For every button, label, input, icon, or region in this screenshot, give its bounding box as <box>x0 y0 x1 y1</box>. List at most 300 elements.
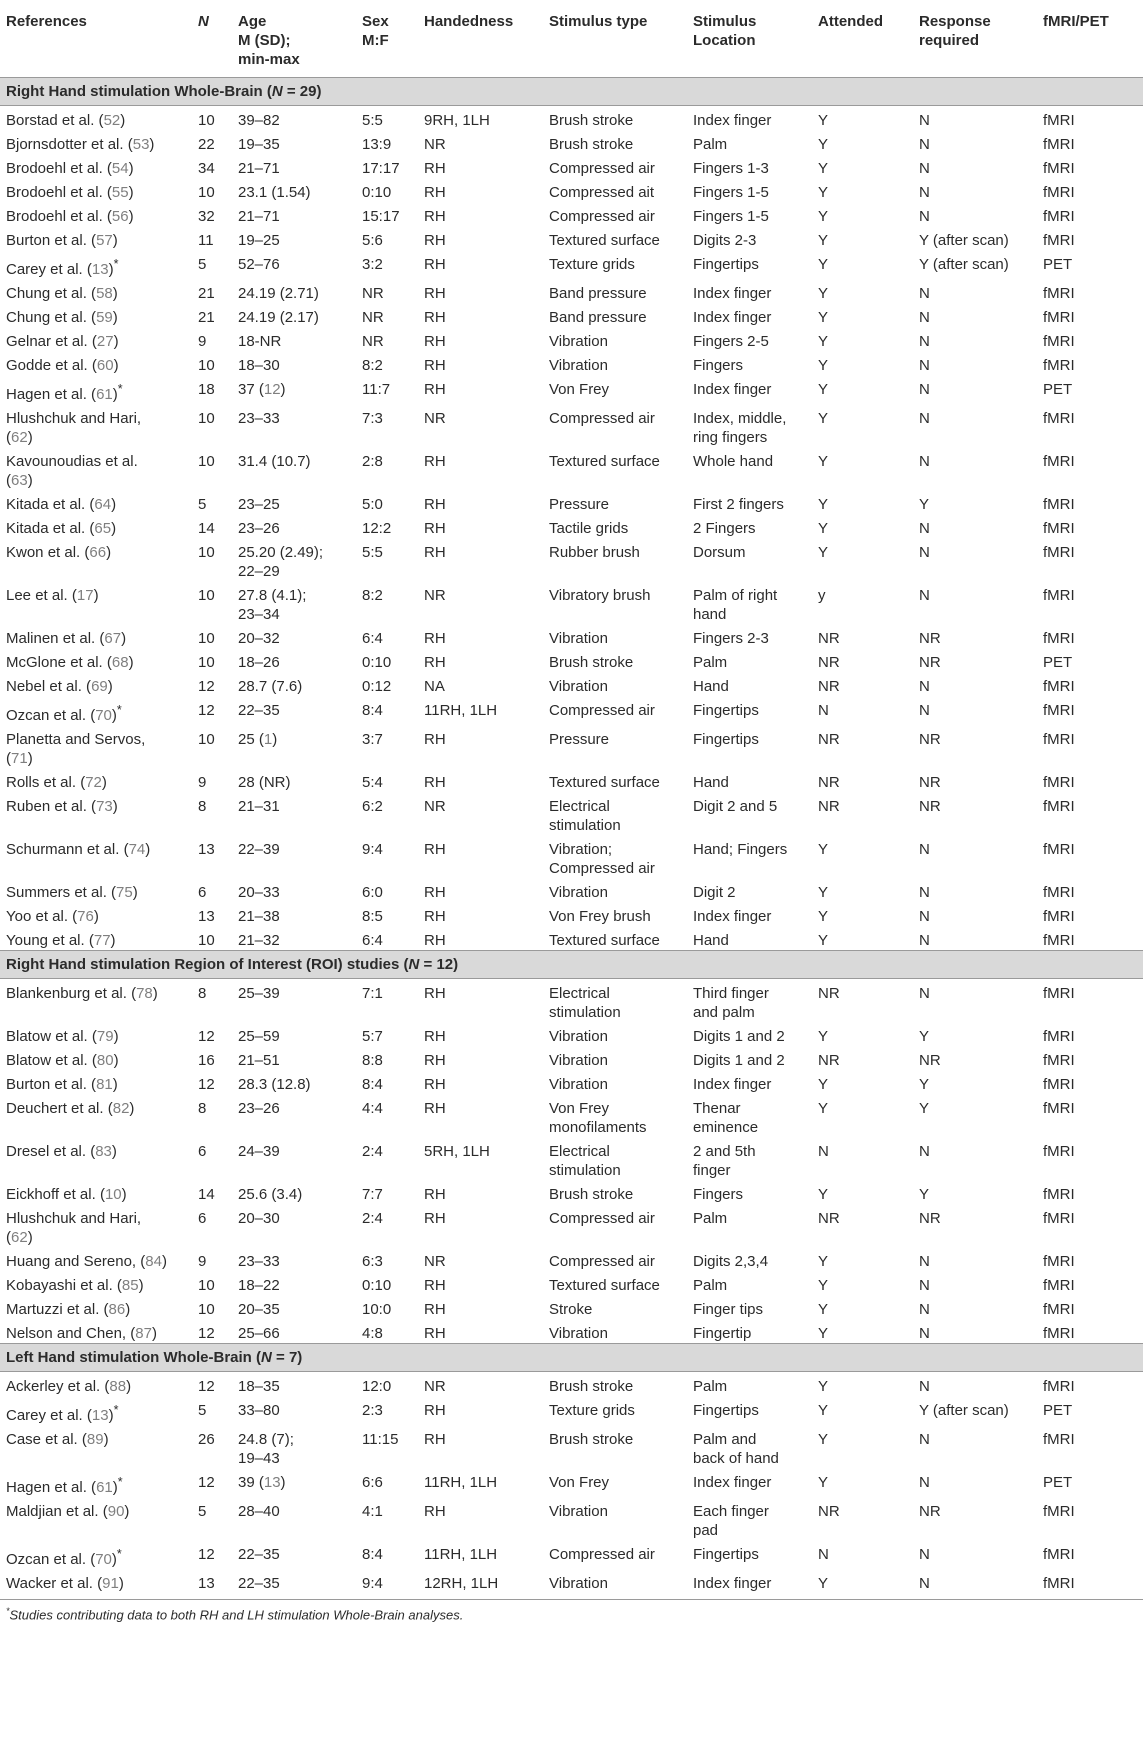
response-required-cell: N <box>919 410 930 427</box>
response-required-cell: N <box>919 985 930 1002</box>
age-value: 21–31 <box>238 798 280 815</box>
section-n-label: N <box>408 956 420 973</box>
section-n-value: = 12) <box>419 956 459 973</box>
citation-close: ) <box>126 1378 132 1395</box>
stimulus-type-cell <box>549 792 693 835</box>
modality-cell: fMRI <box>1043 544 1075 561</box>
reference-cell <box>0 1319 198 1344</box>
stimulus-location: Index finger <box>693 381 772 398</box>
table-row <box>0 792 1143 835</box>
stimulus-type: Electrical <box>549 985 610 1002</box>
modality-cell: fMRI <box>1043 453 1075 470</box>
sex-cell: 7:3 <box>362 410 383 427</box>
citation-close: ) <box>27 1229 33 1246</box>
age-cell <box>238 902 362 926</box>
attended-cell: Y <box>818 1028 829 1045</box>
reference-name: Malinen et al. <box>6 630 96 647</box>
citation-close: ) <box>108 261 114 278</box>
stimulus-type-cell <box>549 648 693 672</box>
handedness-cell: RH <box>424 381 446 398</box>
reference-name: Hagen et al. <box>6 386 87 403</box>
stimulus-type: Brush stroke <box>549 136 634 153</box>
age-cell <box>238 327 362 351</box>
citation-close: ) <box>125 1301 131 1318</box>
age-cell <box>238 1540 362 1569</box>
age-cell <box>238 279 362 303</box>
modality-cell: fMRI <box>1043 1028 1075 1045</box>
reference-cell <box>0 1046 198 1070</box>
citation-close: ) <box>112 232 118 249</box>
modality-cell: fMRI <box>1043 1253 1075 1270</box>
reference-cell <box>0 327 198 351</box>
reference-cell <box>0 447 198 490</box>
stimulus-location-cell <box>693 1319 818 1344</box>
age-value: 18–35 <box>238 1378 280 1395</box>
modality-cell: fMRI <box>1043 1378 1075 1395</box>
table-row <box>0 979 1143 1023</box>
attended-cell: Y <box>818 496 829 513</box>
reference-cell <box>0 1425 198 1468</box>
attended-cell: NR <box>818 630 840 647</box>
citation-number: 73 <box>96 798 113 815</box>
reference-name: Nelson and Chen, <box>6 1325 127 1342</box>
citation-number: 57 <box>96 232 113 249</box>
age-value: 20–32 <box>238 630 280 647</box>
n-cell: 6 <box>198 884 207 901</box>
response-required-cell: N <box>919 160 930 177</box>
asterisk-mark: * <box>117 1475 123 1489</box>
reference-name: Brodoehl et al. <box>6 208 103 225</box>
citation-number: 87 <box>135 1325 152 1342</box>
reference-cell <box>0 1022 198 1046</box>
response-required-cell: NR <box>919 798 941 815</box>
citation-open: ( <box>86 707 96 724</box>
reference-cell <box>0 696 198 725</box>
attended-cell: Y <box>818 184 829 201</box>
age-value: 23–26 <box>238 520 280 537</box>
attended-cell: Y <box>818 232 829 249</box>
citation-open: ( <box>86 1076 97 1093</box>
stimulus-type: Textured surface <box>549 1277 660 1294</box>
table-row <box>0 696 1143 725</box>
citation-number: 72 <box>85 774 102 791</box>
reference-name: Wacker et al. <box>6 1575 93 1592</box>
age-value: 28.7 (7.6) <box>238 678 303 695</box>
modality-cell: PET <box>1043 654 1073 671</box>
reference-cell <box>0 303 198 327</box>
n-cell: 12 <box>198 1325 215 1342</box>
reference-cell <box>0 1271 198 1295</box>
stimulus-type-cell <box>549 926 693 951</box>
table-row <box>0 1540 1143 1569</box>
sex-cell: 5:6 <box>362 232 383 249</box>
stimulus-location: Digits 2-3 <box>693 232 757 249</box>
citation-open: ( <box>123 136 133 153</box>
handedness-cell: RH <box>424 1076 446 1093</box>
handedness-cell: RH <box>424 908 446 925</box>
stimulus-type: Compressed air <box>549 410 655 427</box>
age-value: 25.20 (2.49); <box>238 544 324 561</box>
stimulus-location-line2: finger <box>693 1162 731 1179</box>
citation-number: 82 <box>112 1100 130 1117</box>
citation-close: ) <box>128 654 134 671</box>
citation-open: ( <box>81 678 92 695</box>
age-cell <box>238 696 362 725</box>
stimulus-location: Dorsum <box>693 544 746 561</box>
citation-close: ) <box>113 333 119 350</box>
stimulus-type-cell <box>549 1372 693 1397</box>
reference-cell <box>0 878 198 902</box>
reference-name: Schurmann et al. <box>6 841 120 858</box>
sex-cell: 12:2 <box>362 520 392 537</box>
section-header-row <box>0 1344 1143 1372</box>
column-header-line: References <box>6 13 87 30</box>
stimulus-type-cell <box>549 490 693 514</box>
response-required-cell: N <box>919 587 930 604</box>
citation-open: ( <box>94 112 104 129</box>
reference-cell <box>0 979 198 1023</box>
citation-number: 75 <box>116 884 133 901</box>
citation-close: ) <box>112 285 118 302</box>
age-cell <box>238 835 362 878</box>
reference-name: Blatow et al. <box>6 1028 88 1045</box>
table-row <box>0 1319 1143 1344</box>
citation-number: 91 <box>102 1575 119 1592</box>
stimulus-location: Fingers <box>693 357 744 374</box>
stimulus-type-cell <box>549 768 693 792</box>
citation-number: 79 <box>96 1028 114 1045</box>
reference-cell <box>0 835 198 878</box>
n-cell: 34 <box>198 160 215 177</box>
citation-number: 80 <box>96 1052 114 1069</box>
sex-cell: NR <box>362 333 384 350</box>
stimulus-location-cell <box>693 979 818 1023</box>
stimulus-location: Fingertips <box>693 256 759 273</box>
modality-cell: fMRI <box>1043 1301 1075 1318</box>
handedness-cell: RH <box>424 654 446 671</box>
age-value: 20–35 <box>238 1301 280 1318</box>
column-header-line: Handedness <box>424 13 514 30</box>
sex-cell: 12:0 <box>362 1378 392 1395</box>
stimulus-type: Textured surface <box>549 232 660 249</box>
attended-cell: N <box>818 1546 829 1563</box>
modality-cell: fMRI <box>1043 520 1075 537</box>
column-header <box>549 8 693 78</box>
sex-cell: 5:0 <box>362 496 383 513</box>
response-required-cell: N <box>919 1378 930 1395</box>
citation-number: 10 <box>104 1186 122 1203</box>
age-value: 23.1 (1.54) <box>238 184 311 201</box>
age-cell <box>238 202 362 226</box>
section-n-value: = 29) <box>282 83 322 100</box>
sex-cell: 8:2 <box>362 587 383 604</box>
modality-cell: fMRI <box>1043 1325 1075 1342</box>
modality-cell: fMRI <box>1043 309 1075 326</box>
age-value: 33–80 <box>238 1402 280 1419</box>
handedness-cell: RH <box>424 285 446 302</box>
table-row <box>0 1372 1143 1397</box>
stimulus-location: Whole hand <box>693 453 774 470</box>
attended-cell: Y <box>818 309 829 326</box>
reference-name: Hlushchuk and Hari, <box>6 1210 142 1227</box>
modality-cell: fMRI <box>1043 630 1075 647</box>
table-row <box>0 1569 1143 1593</box>
stimulus-location-cell <box>693 1204 818 1247</box>
stimulus-location: Digit 2 and 5 <box>693 798 778 815</box>
citation-number: 69 <box>91 678 108 695</box>
section-n-label: N <box>271 83 283 100</box>
citation-close: ) <box>113 1028 119 1045</box>
n-cell: 10 <box>198 544 215 561</box>
stimulus-type-cell <box>549 1247 693 1271</box>
citation-number: 54 <box>111 160 129 177</box>
citation-close: ) <box>161 1253 167 1270</box>
stimulus-type-cell <box>549 1046 693 1070</box>
stimulus-type-cell <box>549 514 693 538</box>
age-value: 39 ( <box>238 1474 264 1491</box>
modality-cell: fMRI <box>1043 1210 1075 1227</box>
citation-open: ( <box>86 386 97 403</box>
modality-cell: fMRI <box>1043 985 1075 1002</box>
citation-open: ( <box>86 1479 97 1496</box>
column-header-line: fMRI/PET <box>1043 13 1109 30</box>
citation-open: ( <box>6 750 11 767</box>
sex-cell: 7:1 <box>362 985 383 1002</box>
reference-cell <box>0 1137 198 1180</box>
age-cell <box>238 1295 362 1319</box>
response-required-cell: N <box>919 884 930 901</box>
response-required-cell: N <box>919 678 930 695</box>
citation-close: ) <box>124 1503 130 1520</box>
reference-name: Brodoehl et al. <box>6 184 103 201</box>
age-cell <box>238 375 362 404</box>
age-value: 20–33 <box>238 884 280 901</box>
attended-cell: Y <box>818 932 829 949</box>
response-required-cell: N <box>919 1325 930 1342</box>
n-cell: 5 <box>198 256 207 273</box>
response-required-cell: N <box>919 285 930 302</box>
reference-cell <box>0 902 198 926</box>
table-row <box>0 490 1143 514</box>
stimulus-type-cell <box>549 279 693 303</box>
table-row <box>0 130 1143 154</box>
reference-name: Ruben et al. <box>6 798 87 815</box>
n-cell: 10 <box>198 112 215 129</box>
sex-cell: 3:2 <box>362 256 383 273</box>
citation-open: ( <box>82 1407 92 1424</box>
citation-close: ) <box>128 184 134 201</box>
citation-number: 62 <box>11 429 28 446</box>
stimulus-type-cell <box>549 1468 693 1497</box>
n-cell: 10 <box>198 731 215 748</box>
age-value: 28.3 (12.8) <box>238 1076 311 1093</box>
citation-open: ( <box>86 1143 96 1160</box>
sex-cell: 5:4 <box>362 774 383 791</box>
sex-cell: 5:7 <box>362 1028 383 1045</box>
age-cell <box>238 581 362 624</box>
n-cell: 10 <box>198 410 215 427</box>
citation-number: 27 <box>96 333 114 350</box>
reference-name: Eickhoff et al. <box>6 1186 96 1203</box>
stimulus-location-cell <box>693 375 818 404</box>
table-row <box>0 1204 1143 1247</box>
stimulus-location-cell <box>693 902 818 926</box>
stimulus-location-cell <box>693 648 818 672</box>
age-value: 18-NR <box>238 333 282 350</box>
stimulus-type-cell <box>549 581 693 624</box>
age-value: 52–76 <box>238 256 280 273</box>
citation-close: ) <box>120 112 126 129</box>
citation-open: ( <box>126 985 137 1002</box>
stimulus-location-cell <box>693 1070 818 1094</box>
citation-open: ( <box>82 261 92 278</box>
stimulus-location-cell <box>693 202 818 226</box>
citation-number: 64 <box>94 496 112 513</box>
stimulus-type: Brush stroke <box>549 1186 634 1203</box>
stimulus-location: Fingers 2-3 <box>693 630 769 647</box>
age-range: 23–34 <box>238 606 280 623</box>
citation-close: ) <box>121 630 127 647</box>
stimulus-type-cell <box>549 303 693 327</box>
n-cell: 14 <box>198 520 215 537</box>
stimulus-location-cell <box>693 490 818 514</box>
table-row <box>0 672 1143 696</box>
citation-open: ( <box>6 429 11 446</box>
reference-name: Kitada et al. <box>6 496 86 513</box>
stimulus-type: Vibration <box>549 1503 608 1520</box>
reference-cell <box>0 1569 198 1593</box>
reference-cell <box>0 1094 198 1137</box>
attended-cell: NR <box>818 678 840 695</box>
age-cell <box>238 1180 362 1204</box>
section-header-row <box>0 78 1143 106</box>
stimulus-location-cell <box>693 581 818 624</box>
n-cell: 32 <box>198 208 215 225</box>
modality-cell: fMRI <box>1043 232 1075 249</box>
table-row <box>0 154 1143 178</box>
reference-cell <box>0 792 198 835</box>
table-row <box>0 648 1143 672</box>
stimulus-type: Vibration <box>549 884 608 901</box>
column-header <box>362 8 424 78</box>
sex-cell: 2:4 <box>362 1143 383 1160</box>
stimulus-location: Fingertips <box>693 1546 759 1563</box>
stimulus-location-cell <box>693 835 818 878</box>
n-cell: 14 <box>198 1186 215 1203</box>
response-required-cell: N <box>919 1474 930 1491</box>
footnote-text: Studies contributing data to both RH and LH stimulation Whole-Brain analyses. <box>9 1607 464 1623</box>
citation-open: ( <box>87 357 97 374</box>
age-value: 31.4 (10.7) <box>238 453 311 470</box>
stimulus-location: Palm <box>693 1277 728 1294</box>
stimulus-type: Vibration <box>549 1052 608 1069</box>
attended-cell: Y <box>818 1431 829 1448</box>
n-cell: 10 <box>198 654 215 671</box>
stimulus-type: Vibration; <box>549 841 613 858</box>
attended-cell: Y <box>818 1325 829 1342</box>
stimulus-location: Fingertips <box>693 1402 759 1419</box>
age-value: 19–35 <box>238 136 280 153</box>
modality-cell: fMRI <box>1043 1575 1075 1592</box>
stimulus-type: Von Frey <box>549 1100 610 1117</box>
reference-cell <box>0 648 198 672</box>
handedness-cell: RH <box>424 232 446 249</box>
age-cell <box>238 1497 362 1540</box>
stimulus-location: Fingers <box>693 1186 744 1203</box>
attended-cell: Y <box>818 357 829 374</box>
table-row <box>0 1271 1143 1295</box>
age-value: 19–25 <box>238 232 280 249</box>
reference-cell <box>0 1372 198 1397</box>
response-required-cell: N <box>919 544 930 561</box>
age-value: 22–35 <box>238 1575 280 1592</box>
response-required-cell: NR <box>919 1052 941 1069</box>
attended-cell: Y <box>818 333 829 350</box>
handedness-cell: RH <box>424 731 446 748</box>
handedness-cell: RH <box>424 256 446 273</box>
age-cell <box>238 404 362 447</box>
n-cell: 5 <box>198 1503 207 1520</box>
modality-cell: fMRI <box>1043 932 1075 949</box>
citation-number: 86 <box>108 1301 126 1318</box>
response-required-cell: N <box>919 1253 930 1270</box>
citation-open: ( <box>92 1575 103 1592</box>
handedness-cell: NR <box>424 1253 446 1270</box>
response-required-cell: N <box>919 184 930 201</box>
sex-cell: 6:2 <box>362 798 383 815</box>
stimulus-location: Index finger <box>693 1474 772 1491</box>
handedness-cell: RH <box>424 1052 446 1069</box>
age-cell <box>238 447 362 490</box>
age-cell <box>238 154 362 178</box>
modality-cell: fMRI <box>1043 1186 1075 1203</box>
age-value: 24.19 (2.17) <box>238 309 319 326</box>
table-row <box>0 1180 1143 1204</box>
stimulus-type-cell <box>549 375 693 404</box>
table-row <box>0 725 1143 768</box>
age-cell <box>238 1396 362 1425</box>
n-cell: 5 <box>198 1402 207 1419</box>
response-required-cell: Y (after scan) <box>919 232 1009 249</box>
reference-cell <box>0 404 198 447</box>
stimulus-type: Vibration <box>549 357 608 374</box>
attended-cell: Y <box>818 908 829 925</box>
reference-name: Kitada et al. <box>6 520 86 537</box>
modality-cell: PET <box>1043 1402 1073 1419</box>
modality-cell: fMRI <box>1043 1076 1075 1093</box>
reference-cell <box>0 514 198 538</box>
citation-number: 61 <box>96 386 113 403</box>
attended-cell: Y <box>818 520 829 537</box>
stimulus-location-cell <box>693 1425 818 1468</box>
citation-number: 71 <box>11 750 28 767</box>
citation-open: ( <box>86 1551 96 1568</box>
reference-name: Chung et al. <box>6 309 87 326</box>
reference-name: Ozcan et al. <box>6 707 87 724</box>
reference-name: Chung et al. <box>6 285 87 302</box>
attended-cell: Y <box>818 381 829 398</box>
citation-open: ( <box>95 1186 105 1203</box>
n-cell: 10 <box>198 1277 215 1294</box>
sex-cell: 2:8 <box>362 453 383 470</box>
n-cell: 26 <box>198 1431 215 1448</box>
sex-cell: NR <box>362 285 384 302</box>
response-required-cell: Y <box>919 1028 930 1045</box>
age-cell <box>238 1204 362 1247</box>
stimulus-location-line2: pad <box>693 1522 719 1539</box>
n-cell: 8 <box>198 985 207 1002</box>
reference-name: Hlushchuk and Hari, <box>6 410 142 427</box>
